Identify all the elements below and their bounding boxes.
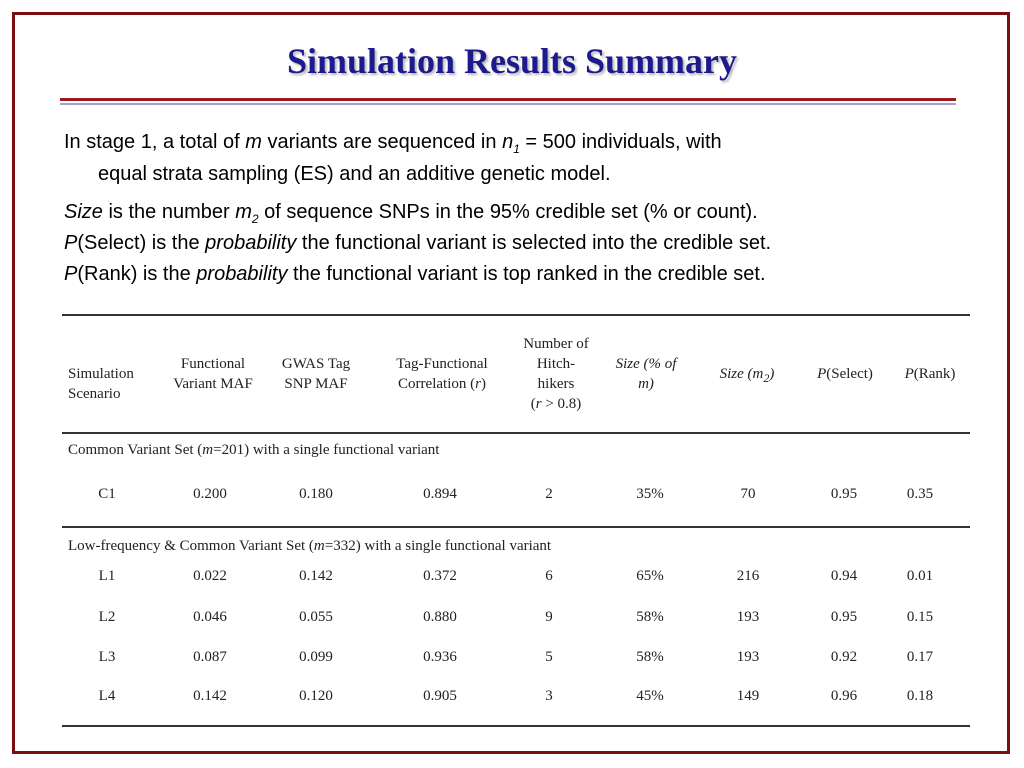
paragraph-prank-definition [64,258,766,290]
cell-scenario: L4 [98,688,116,704]
header-hitch-line1: Number of [523,336,589,352]
para1-m: m [245,131,262,153]
para2-text-a: is the number [102,201,236,223]
table-row [62,568,970,590]
header-gwas-line1: GWAS Tag [281,356,351,372]
cell-p-rank: 0.17 [906,649,934,665]
para4-probability: probability [196,263,288,285]
para3-text-b: the functional variant is selected into the credible set. [296,232,772,254]
header-tag-functional-correlation [378,354,506,394]
cell-functional-maf: 0.142 [193,688,227,704]
section2-text-a: Low-frequency & Common Variant Set ( [68,538,314,554]
header-hitch-line4a: ( [530,396,536,412]
para1-text-c: = 500 individuals, with [519,131,722,153]
cell-hitchhikers: 3 [545,688,553,704]
table-row [62,649,970,671]
header-fmaf-line2: Variant MAF [173,376,253,392]
para3-probability: probability [205,232,297,254]
cell-scenario: L1 [98,568,116,584]
table-rule-top [62,314,970,316]
table-row [62,609,970,631]
cell-size-m2: 193 [736,609,760,625]
para2-m: m [235,201,252,223]
cell-p-select: 0.95 [830,486,858,502]
paragraph-stage1-line2: equal strata sampling (ES) and an additive genetic model. [98,163,611,185]
header-tag-line2a: Correlation ( [398,376,476,392]
header-sim-line1: Simulation [68,366,134,382]
cell-size-m2: 216 [736,568,760,584]
header-tag-r: r [475,376,481,392]
cell-p-rank: 0.18 [906,688,934,704]
header-prank-rest: (Rank) [913,366,956,382]
section2-m: m [313,538,325,554]
para4-text-b: the functional variant is top ranked in the credible set. [287,263,766,285]
header-hitch-line4b: > 0.8) [541,396,582,412]
cell-scenario: C1 [98,486,116,502]
cell-hitchhikers: 6 [545,568,553,584]
header-tag-line2b: ) [480,376,486,392]
header-simulation-scenario [68,364,134,404]
header-gwas-line2: SNP MAF [284,376,348,392]
header-size-m2 [708,364,786,388]
table-rule-bottom [62,725,970,727]
cell-correlation: 0.905 [423,688,457,704]
para4-p: P [64,263,78,285]
para3-p: P [64,232,78,254]
para1-text-b: variants are sequenced in [261,131,503,153]
title-divider-red [60,98,956,101]
table-rule-header [62,432,970,434]
cell-functional-maf: 0.022 [193,568,227,584]
cell-correlation: 0.880 [423,609,457,625]
header-hitch-line4 [510,394,602,414]
header-fmaf-line1: Functional [180,356,246,372]
cell-p-select: 0.92 [830,649,858,665]
section1-text-b: =201) with a single functional variant [213,442,440,458]
cell-hitchhikers: 9 [545,609,553,625]
cell-gwas-maf: 0.180 [299,486,333,502]
table-rule-section [62,526,970,528]
section-common-variant-set [68,442,439,459]
para2-text-b: of sequence SNPs in the 95% credible set (% or count). [258,201,758,223]
header-sizem-sub: 2 [763,371,770,385]
cell-size-percent: 58% [636,649,664,665]
header-sizem-a: Size (m [719,366,764,382]
table-row [62,486,970,508]
cell-size-m2: 149 [736,688,760,704]
cell-gwas-maf: 0.055 [299,609,333,625]
header-tag-line1: Tag-Functional [396,356,488,372]
header-sim-line2: Scenario [68,386,121,402]
para1-n: n [502,131,514,153]
cell-scenario: L2 [98,609,116,625]
table-row [62,688,970,710]
section1-m: m [202,442,214,458]
para1-text-a: In stage 1, a total of [64,131,246,153]
header-hitch-line2: Hitch- [536,356,576,372]
cell-p-select: 0.95 [830,609,858,625]
header-psel-p: P [817,366,827,382]
title-divider-blue [60,103,956,105]
header-gwas-tag-snp-maf [268,354,364,394]
header-p-select [804,364,886,384]
cell-size-percent: 35% [636,486,664,502]
para1-n-sub: 1 [513,142,520,156]
cell-size-percent: 58% [636,609,664,625]
header-sizep-line1: Size (% of [615,356,677,372]
para4-text-a: (Rank) is the [77,263,197,285]
cell-functional-maf: 0.087 [193,649,227,665]
para3-text-a: (Select) is the [77,232,206,254]
paragraph-pselect-definition [64,227,771,259]
header-psel-rest: (Select) [826,366,873,382]
cell-p-rank: 0.35 [906,486,934,502]
header-sizep-line2: m) [638,376,654,392]
header-prank-p: P [904,366,914,382]
para2-m-sub: 2 [251,212,259,226]
cell-size-m2: 193 [736,649,760,665]
cell-gwas-maf: 0.120 [299,688,333,704]
cell-size-m2: 70 [740,486,756,502]
header-sizem-b: ) [769,366,775,382]
header-tag-line2 [378,374,506,394]
header-hitch-line3: hikers [537,376,575,392]
section2-text-b: =332) with a single functional variant [324,538,552,554]
cell-functional-maf: 0.200 [193,486,227,502]
section-low-frequency-common-variant-set [68,538,551,555]
cell-correlation: 0.372 [423,568,457,584]
cell-gwas-maf: 0.142 [299,568,333,584]
cell-size-percent: 45% [636,688,664,704]
header-functional-variant-maf [158,354,268,394]
header-number-of-hitchhikers [510,334,602,414]
cell-p-select: 0.94 [830,568,858,584]
cell-size-percent: 65% [636,568,664,584]
cell-hitchhikers: 2 [545,486,553,502]
header-hitch-r: r [535,396,542,412]
cell-hitchhikers: 5 [545,649,553,665]
section1-text-a: Common Variant Set ( [68,442,203,458]
cell-correlation: 0.894 [423,486,457,502]
cell-p-rank: 0.01 [906,568,934,584]
cell-correlation: 0.936 [423,649,457,665]
cell-p-rank: 0.15 [906,609,934,625]
header-p-rank [894,364,966,384]
cell-scenario: L3 [98,649,116,665]
header-size-percent [608,354,684,394]
slide-title: Simulation Results Summary [286,41,738,81]
cell-functional-maf: 0.046 [193,609,227,625]
cell-gwas-maf: 0.099 [299,649,333,665]
para2-size: Size [64,201,103,223]
results-table [62,314,970,728]
cell-p-select: 0.96 [830,688,858,704]
